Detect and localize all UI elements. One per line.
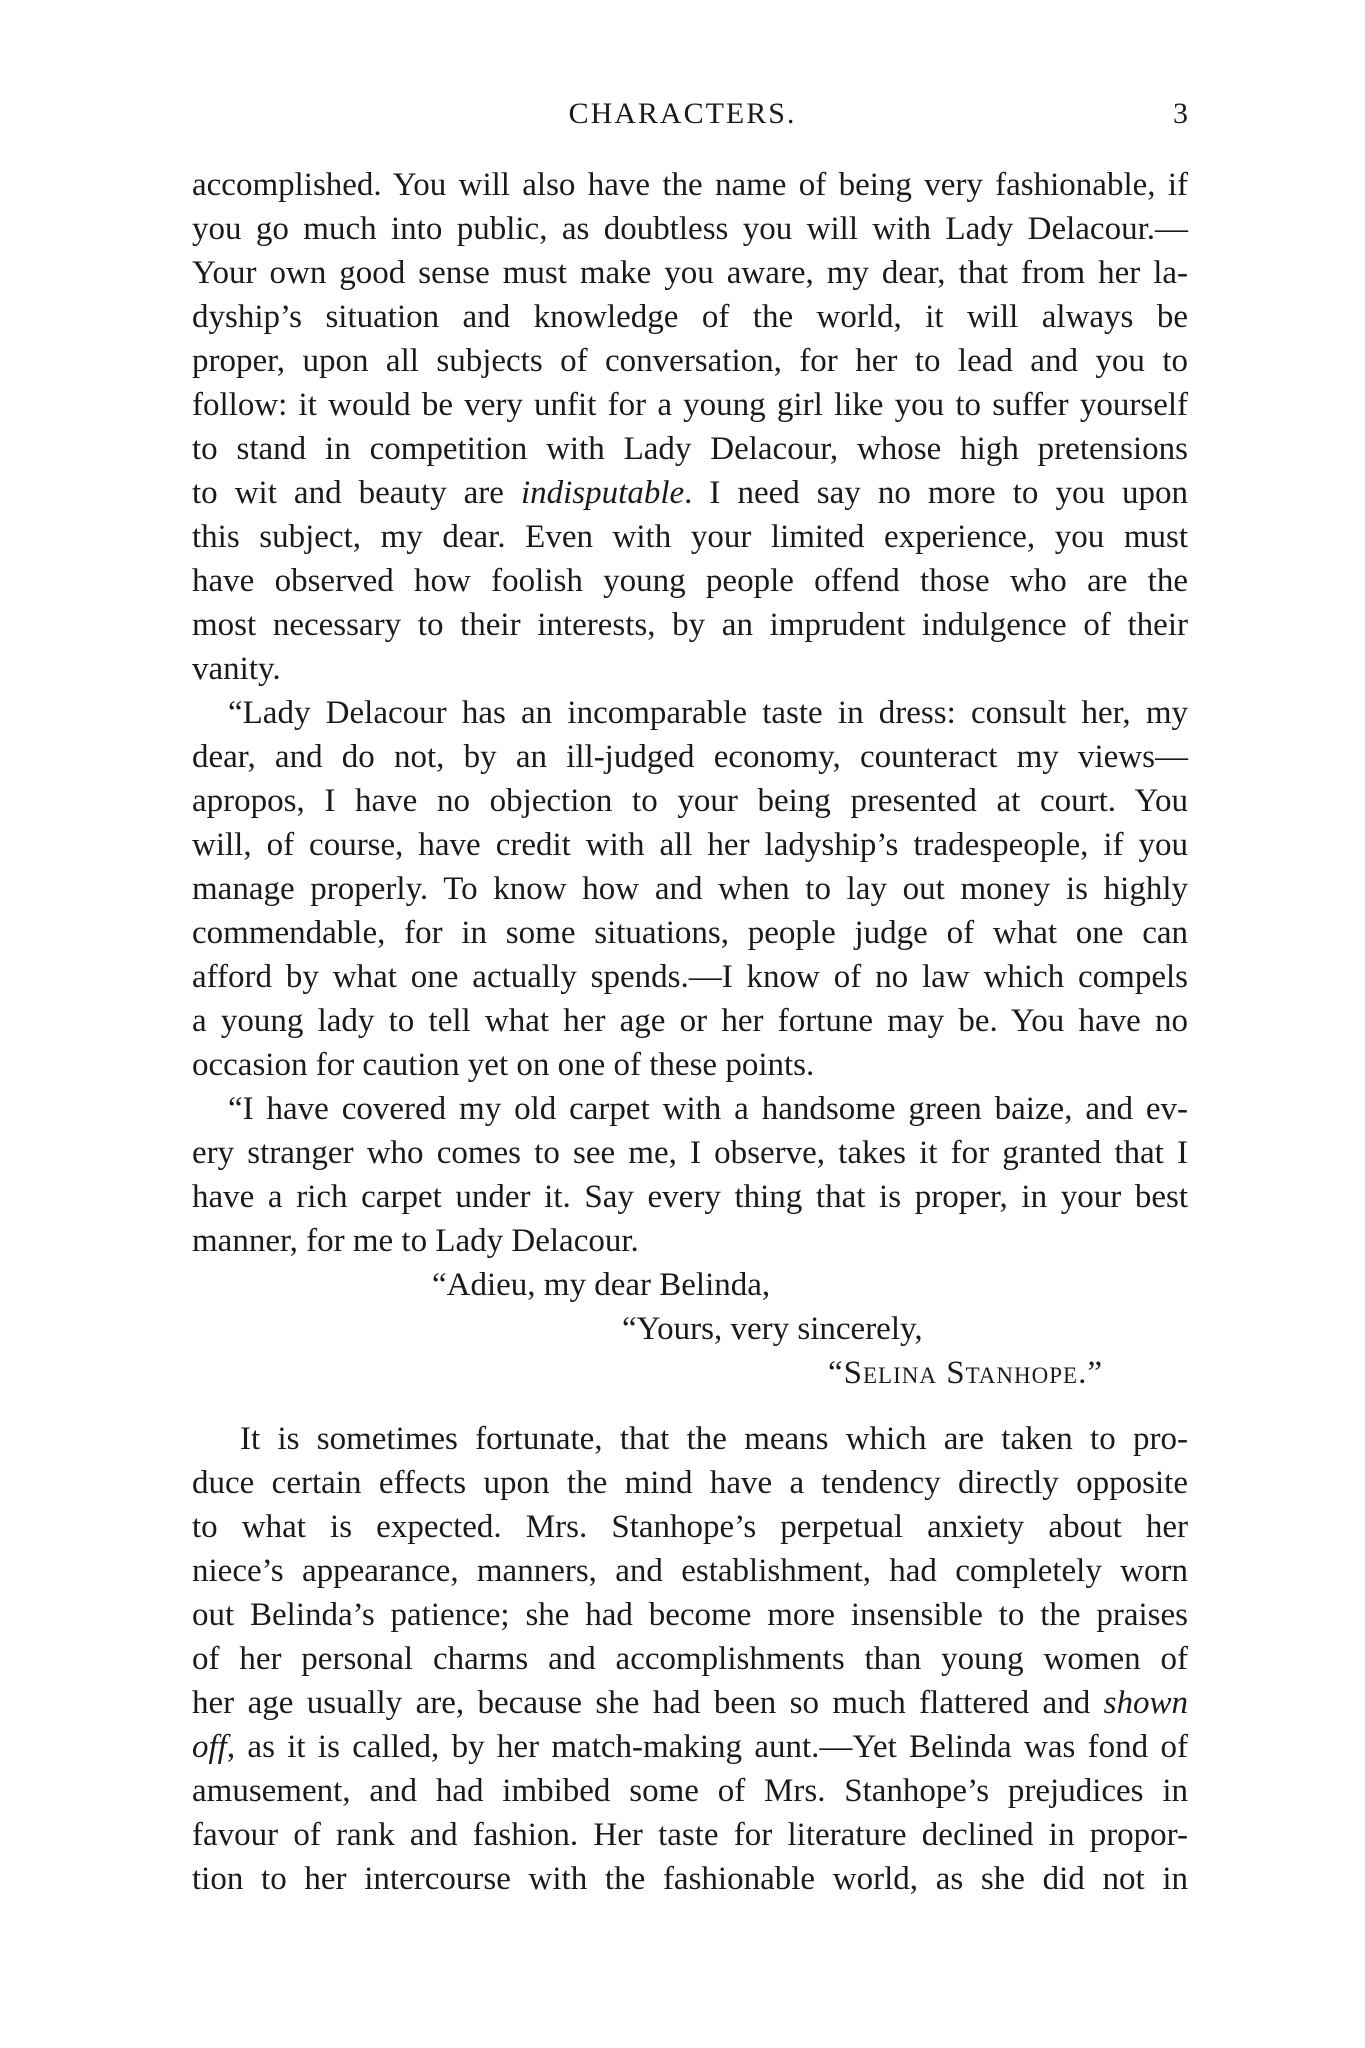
- text-run: her age usually are, because she had been so much flattered and: [192, 1685, 1091, 1721]
- page-number: 3: [1173, 97, 1188, 130]
- letter-closing: “Yours, very sincerely,: [622, 1311, 923, 1347]
- text-line: to stand in competition with Lady Delacour, whose high pretensions: [192, 431, 1188, 467]
- text-line: [192, 1725, 1188, 1769]
- text-line: It is sometimes fortunate, that the means which are taken to pro-: [240, 1421, 1188, 1457]
- letter-closing: “Adieu, my dear Belinda,: [432, 1267, 771, 1303]
- text-line: most necessary to their interests, by an imprudent indulgence of their: [192, 607, 1188, 643]
- text-line: will, of course, have credit with all her ladyship’s tradespeople, if you: [192, 827, 1188, 863]
- text-line: you go much into public, as doubtless you will with Lady Delacour.—: [192, 211, 1188, 247]
- text-line: occasion for caution yet on one of these points.: [192, 1047, 815, 1083]
- paragraph-gap: [192, 1395, 1188, 1417]
- body-text: [192, 163, 1188, 1901]
- text-line: [192, 1681, 1188, 1725]
- text-line: manner, for me to Lady Delacour.: [192, 1223, 639, 1259]
- text-line: tion to her intercourse with the fashionable world, as she did not in: [192, 1861, 1188, 1897]
- text-line: to what is expected. Mrs. Stanhope’s perpetual anxiety about her: [192, 1509, 1188, 1545]
- text-line: dear, and do not, by an ill-judged economy, counteract my views—: [192, 739, 1188, 775]
- italic-word: indisputable: [520, 475, 685, 511]
- text-line: Your own good sense must make you aware, my dear, that from her la-: [192, 255, 1188, 291]
- text-line: apropos, I have no objection to your being presented at court. You: [192, 783, 1188, 819]
- text-line: have observed how foolish young people offend those who are the: [192, 563, 1188, 599]
- text-line: ery stranger who comes to see me, I observe, takes it for granted that I: [192, 1135, 1188, 1171]
- text-line: amusement, and had imbibed some of Mrs. Stanhope’s prejudices in: [192, 1773, 1188, 1809]
- text-line: dyship’s situation and knowledge of the world, it will always be: [192, 299, 1188, 335]
- text-line: duce certain effects upon the mind have a tendency directly opposite: [192, 1465, 1188, 1501]
- running-title: CHARACTERS.: [568, 97, 797, 130]
- text-line: “I have covered my old carpet with a handsome green baize, and ev-: [228, 1091, 1188, 1127]
- text-run: , as it is called, by her match-making aunt.—Yet Belinda was fond of: [226, 1729, 1188, 1765]
- text-line: [192, 471, 1188, 515]
- text-line: commendable, for in some situations, people judge of what one can: [192, 915, 1188, 951]
- italic-word: off: [192, 1729, 227, 1765]
- text-line: afford by what one actually spends.—I know of no law which compels: [192, 959, 1188, 995]
- text-line: a young lady to tell what her age or her fortune may be. You have no: [192, 1003, 1188, 1039]
- text-line: proper, upon all subjects of conversation, for her to lead and you to: [192, 343, 1188, 379]
- text-run: . I need say no more to you upon: [684, 475, 1189, 511]
- text-run: to wit and beauty are: [192, 475, 504, 511]
- text-line: accomplished. You will also have the name of being very fashionable, if: [192, 167, 1188, 203]
- text-line: of her personal charms and accomplishments than young women of: [192, 1641, 1188, 1677]
- text-line: follow: it would be very unfit for a young girl like you to suffer yourself: [192, 387, 1188, 423]
- text-line: favour of rank and fashion. Her taste for literature declined in propor-: [192, 1817, 1188, 1853]
- letter-signature: “Selina Stanhope.”: [828, 1355, 1103, 1391]
- text-line: niece’s appearance, manners, and establishment, had completely worn: [192, 1553, 1188, 1589]
- text-line: have a rich carpet under it. Say every thing that is proper, in your best: [192, 1179, 1188, 1215]
- text-line: this subject, my dear. Even with your limited experience, you must: [192, 519, 1188, 555]
- text-line: out Belinda’s patience; she had become more insensible to the praises: [192, 1597, 1188, 1633]
- italic-word: shown: [1103, 1685, 1188, 1721]
- text-line: manage properly. To know how and when to lay out money is highly: [192, 871, 1188, 907]
- text-line: vanity.: [192, 651, 281, 687]
- text-line: “Lady Delacour has an incomparable taste in dress: consult her, my: [228, 695, 1188, 731]
